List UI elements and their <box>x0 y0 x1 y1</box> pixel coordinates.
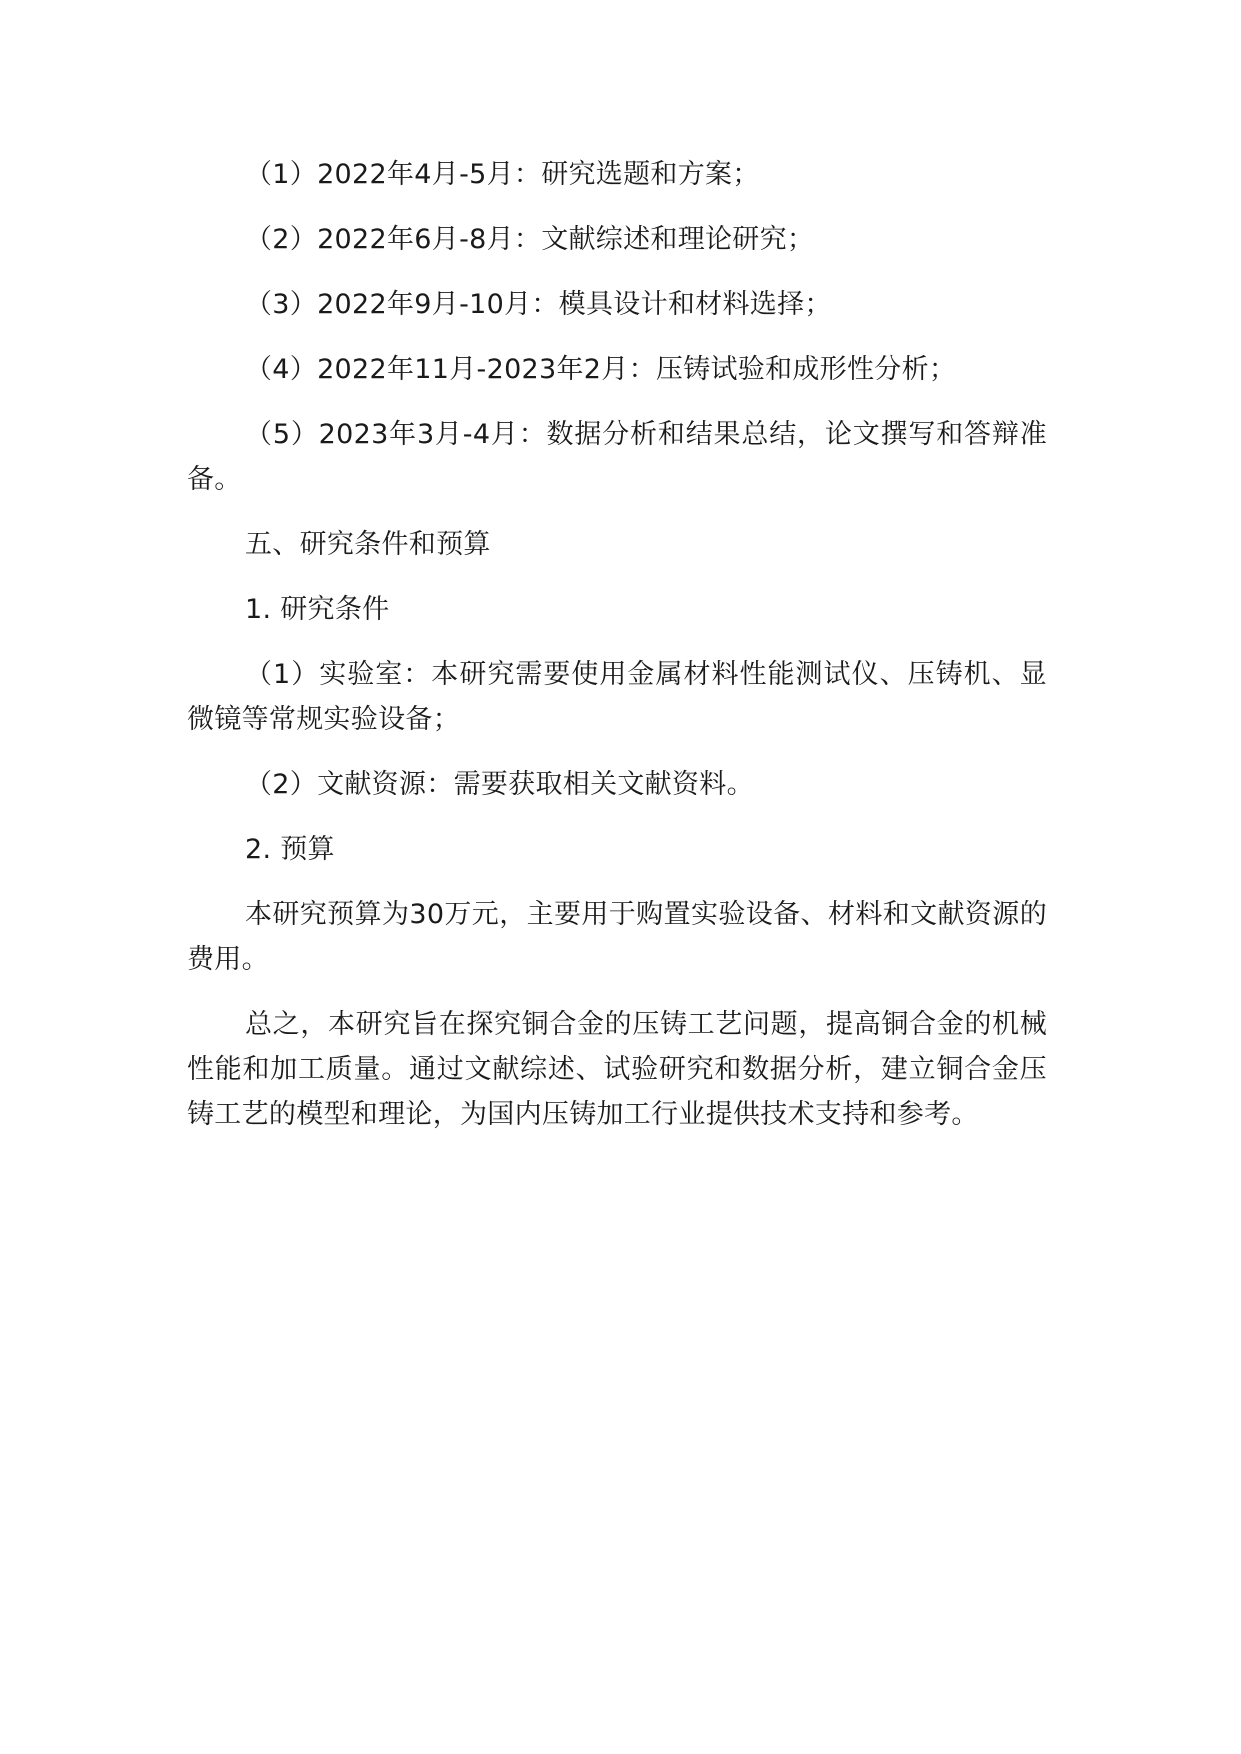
summary-paragraph: 总之，本研究旨在探究铜合金的压铸工艺问题，提高铜合金的机械性能和加工质量。通过文献综述、试验研究和数据分析，建立铜合金压铸工艺的模型和理论，为国内压铸加工行业提供技术支持和参考。 <box>187 1009 1047 1130</box>
schedule-item-2: （2）2022年6月-8月：文献综述和理论研究； <box>245 224 815 255</box>
schedule-item-1: （1）2022年4月-5月：研究选题和方案； <box>245 159 760 190</box>
section-heading-5: 五、研究条件和预算 <box>245 529 491 560</box>
schedule-item-4: （4）2022年11月-2023年2月：压铸试验和成形性分析； <box>245 354 957 385</box>
schedule-item-3: （3）2022年9月-10月：模具设计和材料选择； <box>245 289 832 320</box>
condition-item-literature: （2）文献资源：需要获取相关文献资料。 <box>245 769 754 800</box>
condition-item-lab: （1）实验室：本研究需要使用金属材料性能测试仪、压铸机、显微镜等常规实验设备； <box>187 659 1047 735</box>
subheading-budget: 2. 预算 <box>245 834 335 865</box>
budget-paragraph: 本研究预算为30万元，主要用于购置实验设备、材料和文献资源的费用。 <box>187 899 1047 975</box>
subheading-research-conditions: 1. 研究条件 <box>245 594 390 625</box>
schedule-item-5: （5）2023年3月-4月：数据分析和结果总结，论文撰写和答辩准备。 <box>187 419 1047 495</box>
document-body <box>187 152 1047 1137</box>
